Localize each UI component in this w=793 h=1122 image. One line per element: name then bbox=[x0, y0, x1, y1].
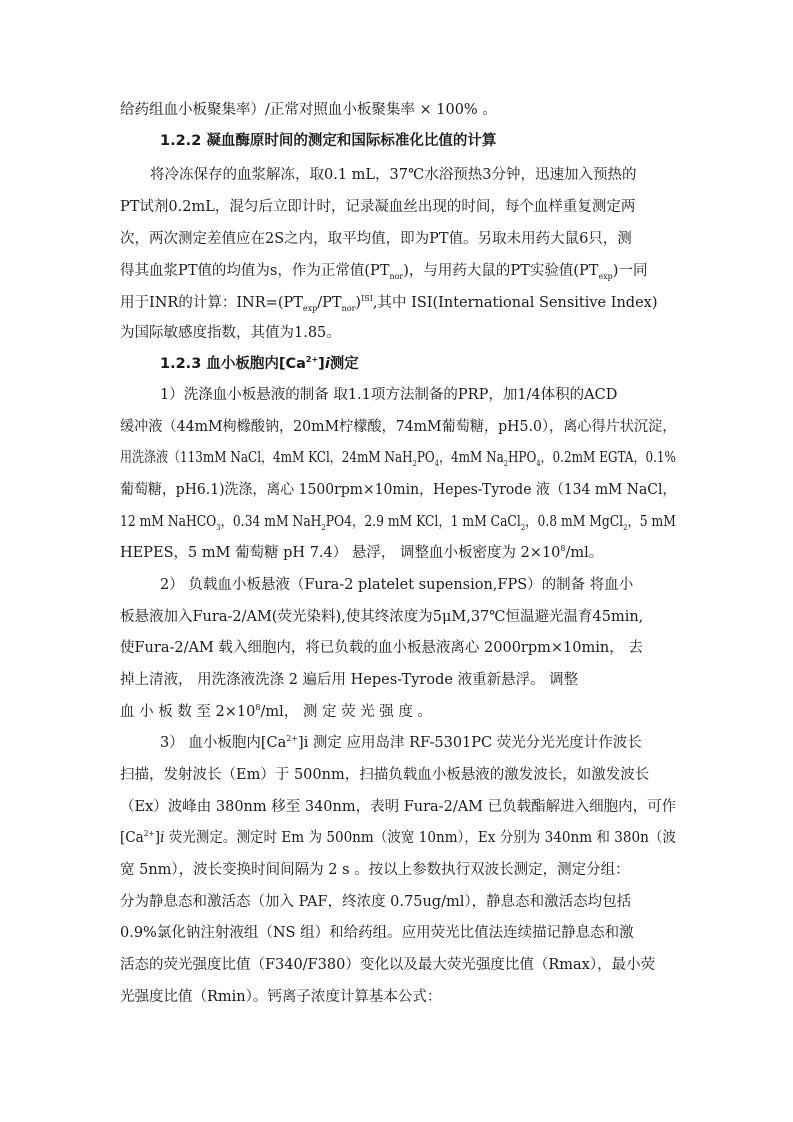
text-line: （Ex）波峰由 380nm 移至 340nm，表明 Fura-2/AM 已负载酯解进入细胞内，可作 bbox=[120, 799, 677, 815]
text-line: 3） 血小板胞内$[Ca^{2+}]i$ 测定 应用岛津 RF-5301PC 荧光分光光度计作波长 bbox=[160, 734, 642, 751]
text-line: 活态的荧光强度比值（F340/F380）变化以及最大荧光强度比值（Rmax），最小荧 bbox=[120, 957, 656, 973]
text-line: 缓冲液（44mM枸橼酸钠，20mM柠檬酸，74mM葡萄糖，pH5.0），离心得片状沉淀， bbox=[120, 419, 677, 435]
text-line: 为国际敏感度指数，其值为1.85。 bbox=[120, 325, 341, 341]
text-line: 12 mM NaHCO$_3$，0.34 mM NaH$_2$PO4，2.9 mM KCl，1 mM CaCl$_2$，0.8 mM MgCl$_2$，5 mM bbox=[120, 514, 676, 532]
text-line: 扫描，发射波长（Em）于 500nm，扫描负载血小板悬液的激发波长，如激发波长 bbox=[120, 767, 650, 783]
text-line: 血 小 板 数 至 $2\times 10^8/ml$， 测 定 荧 光 强 度 。 bbox=[120, 703, 433, 720]
text-line: 1）洗涤血小板悬液的制备 取1.1项方法制备的PRP，加1/4体积的ACD bbox=[160, 387, 618, 403]
text-line: 0.9%氯化钠注射液组（NS 组）和给药组。应用荧光比值法连续描记静息态和激 bbox=[120, 925, 634, 941]
text-line: 宽 5nm），波长变换时间间隔为 2 s 。按以上参数执行双波长测定，测定分组： bbox=[120, 862, 630, 878]
section-heading-1-2-3: 1.2.3 血小板胞内$[Ca^{2+}]i$测定 bbox=[160, 355, 359, 372]
text-line: PT试剂0.2mL，混匀后立即计时，记录凝血丝出现的时间，每个血样重复测定两 bbox=[120, 199, 636, 215]
text-line: 将冷冻保存的血浆解冻，取0.1 mL，37℃水浴预热3分钟，迅速加入预热的 bbox=[150, 167, 637, 183]
text-line: 掉上清液， 用洗涤液洗涤 2 遍后用 Hepes-Tyrode 液重新悬浮。 调整 bbox=[120, 672, 579, 688]
text-line: 次，两次测定差值应在2S之内，取平均值，即为PT值。另取未用药大鼠6只，测 bbox=[120, 231, 632, 247]
text-line: 使Fura-2/AM 载入细胞内，将已负载的血小板悬液离心 2000rpm×10min， 去 bbox=[120, 640, 643, 656]
text-line: 用于INR的计算：$INR=(PT_{exp}/PT_{nor})^{ISI}$,其中 ISI(International Sensitive Index) bbox=[120, 294, 658, 313]
text-line: 光强度比值（Rmin）。钙离子浓度计算基本公式： bbox=[120, 989, 442, 1005]
text-line: HEPES，5 mM 葡萄糖 pH 7.4） 悬浮， 调整血小板密度为 $2\times 10^8/ml$。 bbox=[120, 544, 604, 561]
text-line: 分为静息态和激活态（加入 PAF，终浓度 0.75ug/ml），静息态和激活态均包括 bbox=[120, 894, 632, 910]
text-line: 用洗涤液（113mM NaCl，4mM KCl，24mM $NaH_2PO_4$，4mM $Na_2HPO_4$，0.2mM EGTA，0.1% bbox=[120, 450, 676, 468]
text-line: 2） 负载血小板悬液（Fura-2 platelet supension,FPS）的制备 将血小 bbox=[160, 577, 634, 593]
text-line: 板悬液加入Fura-2/AM(荧光染料),使其终浓度为5μM,37℃恒温避光温育45min, bbox=[120, 609, 644, 625]
text-line: $[Ca^{2+}]i$ 荧光测定。测定时 Em 为 500nm（波宽 10nm），Ex 分别为 340nm 和 380n（波 bbox=[120, 829, 676, 846]
text-line: 给药组血小板聚集率）/正常对照血小板聚集率 × 100% 。 bbox=[120, 102, 497, 118]
text-line: 葡萄糖，pH6.1)洗涤，离心 1500rpm×10min，Hepes-Tyrode 液（134 mM NaCl， bbox=[120, 482, 677, 498]
section-heading-1-2-2: 1.2.2 凝血酶原时间的测定和国际标准化比值的计算 bbox=[160, 133, 497, 149]
text-line: 得其血浆PT值的均值为s，作为正常值$(PT_{nor})$，与用药大鼠的PT实验值$(PT_{exp})$一同 bbox=[120, 263, 648, 281]
